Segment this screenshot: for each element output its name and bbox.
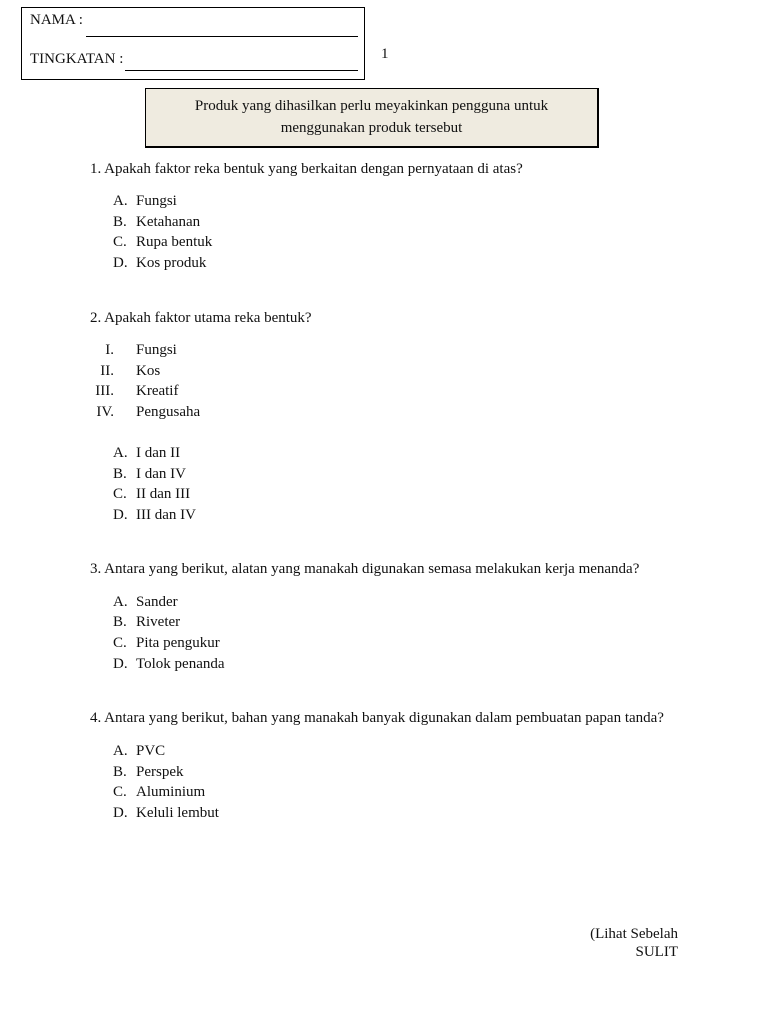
tingkatan-label: TINGKATAN : (30, 51, 124, 67)
page-number: 1 (381, 46, 389, 62)
stimulus-box (145, 88, 599, 148)
question-4: 4. Antara yang berikut, bahan yang manakah banyak digunakan dalam pembuatan papan tanda? (90, 710, 664, 726)
question-1: 1. Apakah faktor reka bentuk yang berkaitan dengan pernyataan di atas? (90, 161, 523, 177)
stimulus-line-1: Produk yang dihasilkan perlu meyakinkan pengguna untuk (194, 98, 549, 114)
question-3: 3. Antara yang berikut, alatan yang manakah digunakan semasa melakukan kerja menanda? (90, 561, 640, 577)
nama-fill-line[interactable] (86, 36, 358, 37)
stimulus-line-2: menggunakan produk tersebut (280, 120, 463, 136)
footer-turn-over: (Lihat Sebelah (590, 926, 678, 942)
tingkatan-fill-line[interactable] (125, 70, 358, 71)
question-2: 2. Apakah faktor utama reka bentuk? (90, 310, 312, 326)
nama-label: NAMA : (30, 12, 83, 28)
footer-sulit: SULIT (635, 944, 678, 960)
footer (590, 925, 678, 961)
